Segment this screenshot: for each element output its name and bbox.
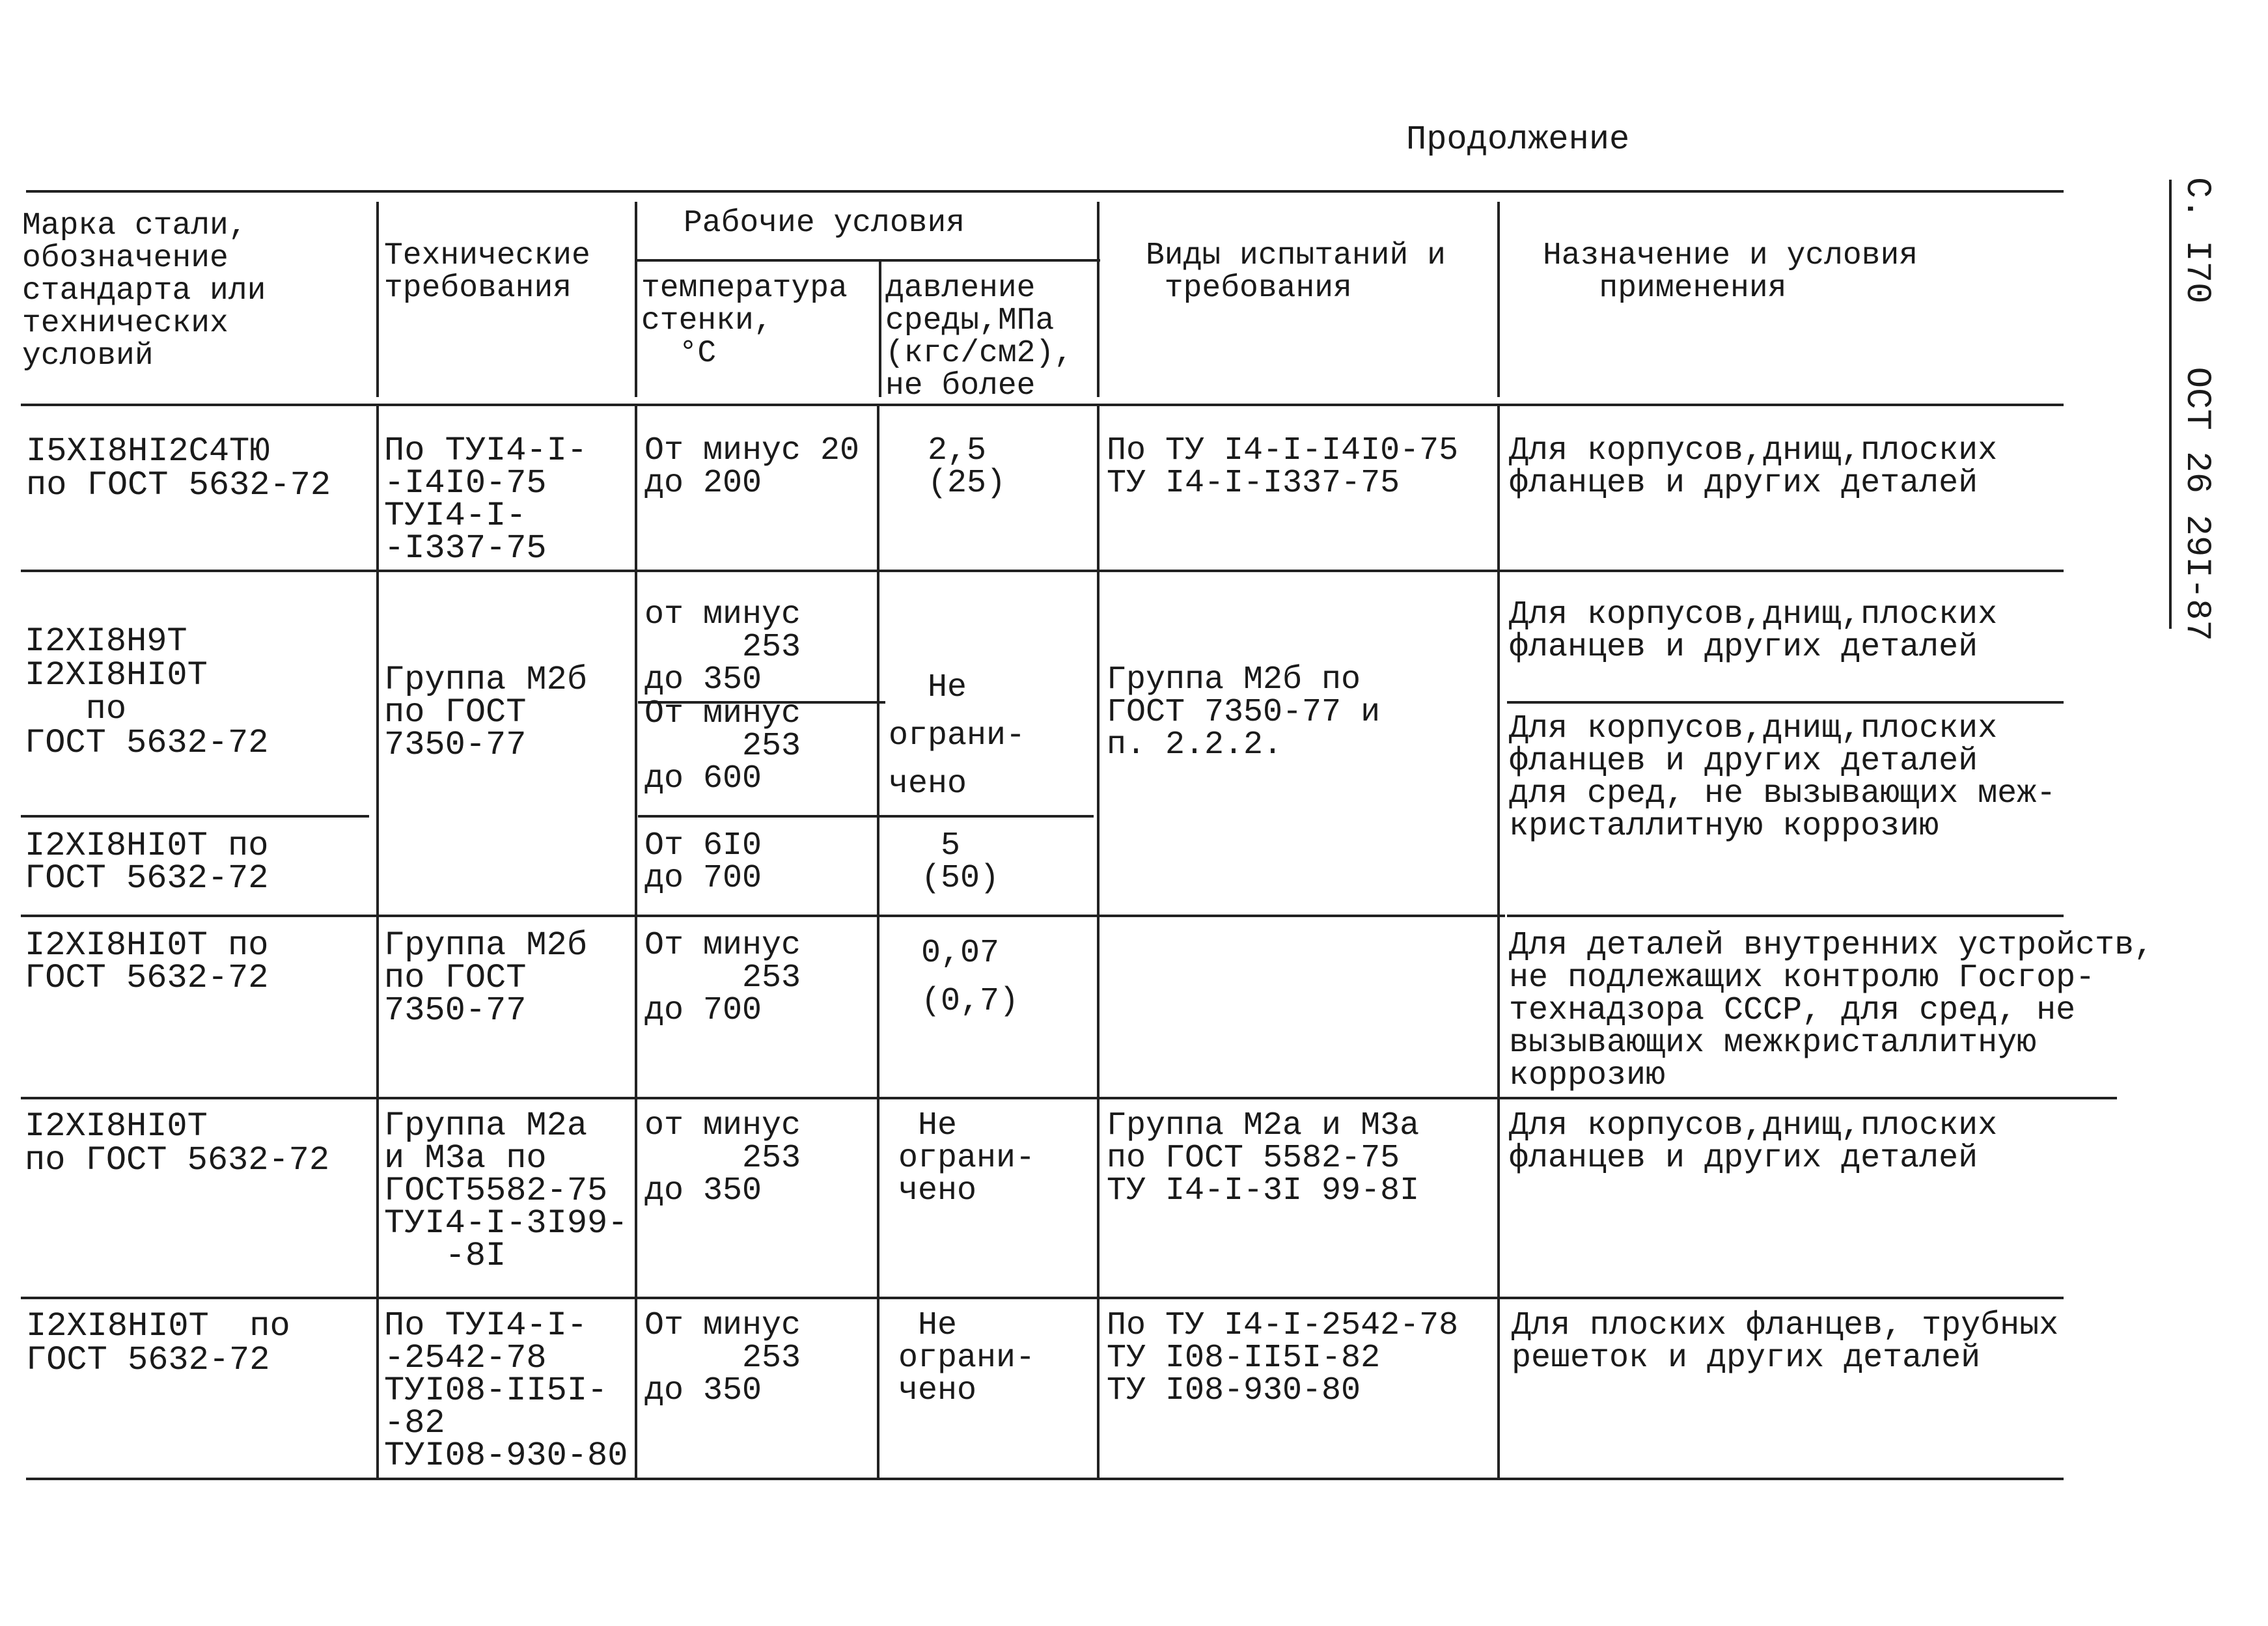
row1-tech: По ТУI4-I- -I4I0-75 ТУI4-I- -I337-75 <box>384 432 588 568</box>
header-working-conditions: Рабочие условия <box>684 206 965 241</box>
row6-steel: I2XI8HI0T по ГОСТ 5632-72 <box>26 1307 290 1379</box>
row2-temp-b: От минус 253 до 600 <box>644 695 801 797</box>
table-bottom-rule <box>26 1478 2064 1480</box>
row5-tests: Группа М2а и М3а по ГОСТ 5582-75 ТУ I4-I-3I 99-8I <box>1107 1107 1420 1209</box>
table-top-rule <box>26 190 2064 193</box>
row2-temp-a: от минус 253 до 350 <box>644 596 801 698</box>
body-col-rule-2 <box>635 404 637 1478</box>
row4-tech: Группа М2б по ГОСТ 7350-77 <box>384 926 588 1030</box>
header-col-rule-2 <box>635 202 637 397</box>
row2-tech: Группа М2б по ГОСТ 7350-77 <box>384 661 588 764</box>
row5-purpose: Для корпусов,днищ,плоских фланцев и других деталей <box>1509 1107 1998 1177</box>
header-col-rule-4 <box>1097 202 1099 397</box>
body-col-rule-1 <box>376 404 379 1478</box>
row3-steel: I2XI8HI0T по ГОСТ 5632-72 <box>25 827 269 898</box>
row1-steel: I5XI8HI2C4TЮ по ГОСТ 5632-72 <box>26 432 331 504</box>
row4-temp: От минус 253 до 700 <box>644 927 801 1029</box>
row1-temp: От минус 20 до 200 <box>644 432 860 502</box>
header-col-rule-3 <box>879 260 881 397</box>
row1-bottom-rule <box>21 570 2064 572</box>
row4-pressure: 0,07 (0,7) <box>921 935 1019 1020</box>
row5-pressure: Не ограни- чено <box>898 1107 1036 1209</box>
row2-purpose-a: Для корпусов,днищ,плоских фланцев и других деталей <box>1509 596 1998 666</box>
side-rule <box>2169 180 2172 629</box>
row6-temp: От минус 253 до 350 <box>644 1307 801 1409</box>
row2-pressure: Не ограни- чено <box>889 669 1026 803</box>
row5-bottom-rule <box>21 1297 2064 1299</box>
row4-bottom-rule <box>21 1097 2117 1099</box>
header-col-rule-1 <box>376 202 379 397</box>
row2-bottom-rule-right <box>638 815 1094 818</box>
side-page-label: С. I70 ОСТ 26 29I-87 <box>2177 177 2217 641</box>
header-bottom-rule <box>21 404 2064 406</box>
row6-tests: По ТУ I4-I-2542-78 ТУ I08-II5I-82 ТУ I08-930-80 <box>1107 1307 1459 1409</box>
row6-pressure: Не ограни- чено <box>898 1307 1036 1409</box>
row6-purpose: Для плоских фланцев, трубных решеток и других деталей <box>1512 1307 2059 1377</box>
header-wall-temperature: температура стенки, °С <box>641 271 848 371</box>
row2-purpose-b: Для корпусов,днищ,плоских фланцев и других деталей для сред, не вызывающих меж- кристаллитную коррозию <box>1509 710 2056 845</box>
row4-steel: I2XI8HI0T по ГОСТ 5632-72 <box>25 926 269 997</box>
header-tests: Виды испытаний и требования <box>1146 238 1446 306</box>
row2-purpose-split-rule <box>1507 701 2064 704</box>
header-col-rule-5 <box>1497 202 1500 397</box>
header-steel-grade: Марка стали, обозначение стандарта или технических условий <box>22 208 266 374</box>
row5-tech: Группа М2а и М3а по ГОСТ5582-75 ТУI4-I-3I99- -8I <box>384 1107 628 1275</box>
row1-pressure: 2,5 (25) <box>928 432 1006 502</box>
row3-bottom-rule-right <box>1507 915 2064 917</box>
row2-bottom-rule-left <box>21 815 369 818</box>
row2-steel: I2XI8H9T I2XI8HI0T по ГОСТ 5632-72 <box>25 622 269 762</box>
header-medium-pressure: давление среды,МПа (кгс/см2), не более <box>885 271 1073 404</box>
row2-tests: Группа М2б по ГОСТ 7350-77 и п. 2.2.2. <box>1107 661 1381 764</box>
row3-temp: От 6I0 до 700 <box>644 827 762 897</box>
body-col-rule-3 <box>877 404 879 1478</box>
row1-purpose: Для корпусов,днищ,плоских фланцев и других деталей <box>1509 432 1998 502</box>
row5-temp: от минус 253 до 350 <box>644 1107 801 1209</box>
row6-tech: По ТУI4-I- -2542-78 ТУI08-II5I- -82 ТУI08-930-80 <box>384 1306 628 1475</box>
header-tech-requirements: Технические требования <box>384 238 590 306</box>
row4-purpose: Для деталей внутренних устройств, не подлежащих контролю Госгор- технадзора СССР, для сред, не вызывающих межкристаллитную коррозию <box>1509 927 2154 1094</box>
row5-steel: I2XI8HI0T по ГОСТ 5632-72 <box>25 1107 330 1179</box>
group-header-rule <box>635 259 1100 262</box>
row3-bottom-rule-left <box>21 915 1505 917</box>
row1-tests: По ТУ I4-I-I4I0-75 ТУ I4-I-I337-75 <box>1107 432 1459 502</box>
body-col-rule-5 <box>1497 404 1500 1478</box>
row3-pressure: 5 (50) <box>921 827 1000 897</box>
header-purpose: Назначение и условия применения <box>1543 238 1918 306</box>
continuation-label: Продолжение <box>1406 120 1630 159</box>
body-col-rule-4 <box>1097 404 1099 1478</box>
